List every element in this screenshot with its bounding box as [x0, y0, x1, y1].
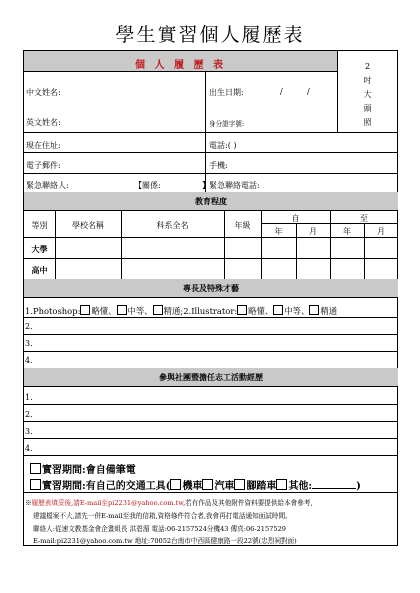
resume-header: 個 人 履 歷 表: [135, 60, 226, 71]
phone-field[interactable]: 電話:( ): [209, 141, 237, 150]
id-number-field[interactable]: 身分證字號:: [209, 120, 245, 128]
car-checkbox[interactable]: [202, 479, 213, 490]
address-field[interactable]: 現在住址:: [26, 141, 61, 150]
edu-row-college: 大學: [31, 244, 48, 254]
photo-placeholder: 2 吋 大 頭 照: [363, 62, 372, 127]
edu-col-level: 等別: [31, 221, 48, 230]
internship-transport-line: 實習期間:有自己的交通工具( 機車 汽車 腳踏車 其他: ): [30, 477, 361, 492]
photoshop-mid-checkbox[interactable]: [117, 305, 127, 315]
edu-col-from: 自: [291, 214, 300, 223]
skills-header: 專長及特殊才藝: [183, 283, 239, 293]
skill-line-3[interactable]: 3.: [25, 339, 33, 348]
mobile-field[interactable]: 手機:: [209, 161, 228, 170]
chinese-name-field[interactable]: 中文姓名:: [26, 88, 61, 97]
activity-line-2[interactable]: 2.: [25, 410, 33, 419]
edu-col-dept: 科系全名: [156, 221, 189, 230]
page-title: 學生實習個人履歷表: [115, 24, 305, 46]
email-field[interactable]: 電子郵件:: [26, 161, 61, 170]
skill-line-1: 1.Photoshop: 略懂、 中等、 精通;2.Illustrator: 略懂、 中等、 精通: [25, 306, 338, 316]
activity-line-4[interactable]: 4.: [25, 444, 33, 453]
note-line-1: ※履歷表填妥後,請E-mail至pi2231@yahoo.com.tw,若有作品及其他附件資料要提供給本會參考,: [25, 499, 313, 507]
edu-col-grade: 年級: [234, 221, 251, 230]
laptop-checkbox[interactable]: [30, 463, 41, 474]
skill-line-4[interactable]: 4.: [25, 356, 33, 365]
birth-date-field[interactable]: 出生日期:: [209, 88, 244, 97]
internship-laptop-line: 實習期間:會自備筆電: [30, 461, 136, 476]
emergency-phone-field[interactable]: 緊急聯絡電話:: [209, 181, 260, 190]
note-line-4: E-mail:pi2231@yahoo.com.tw 地址:70052台南市中西區健康路一段22號(忠烈祠對面): [33, 537, 297, 545]
relation-field[interactable]: 【關係:: [134, 181, 161, 190]
bike-checkbox[interactable]: [234, 479, 245, 490]
english-name-field[interactable]: 英文姓名:: [26, 118, 61, 127]
skill-line-2[interactable]: 2.: [25, 322, 33, 331]
edu-row-highschool: 高中: [31, 265, 48, 275]
emergency-contact-field[interactable]: 緊急聯絡人:: [26, 181, 69, 190]
photoshop-expert-checkbox[interactable]: [153, 305, 163, 315]
resume-form: 個 人 履 歷 表 2 吋 大 頭 照 中文姓名: 出生日期: / / 英文姓名: 身分證字號: 現在住址: 電話:( ) 電子郵件: 手機: 緊急聯絡人: 【關係: 】 緊急聯絡電話: 教育程度 等別 學校名稱 科系全名 年級 自 至 年 月 年 月 大學 高中 專長及特殊才藝 1.Photoshop: 略懂、 中等、 精通;2.Illustrator: 略懂、 中等、 精通 2. 3. 4. 參與社團暨擔任志工活動經歷 1. 2. 3. 4. 實習期間:會自備筆電 實習期間:有自己的交通工具( 機車 汽車 腳踏車 其他: ) ※履歷表填妥後,請E-mail至pi2231@yahoo.com.tw,若有作品及其他附件資料要提供給本會參考, 建議檔案不大,請先一併E-mail至我的信箱,資格條件符合者,我會再打電話通知面試時間。 聯絡人:從速文教基金會企畫組長 洪碧湄 電話:06-2157524分機43 傳真:06-2157529 E-mail:pi2231@yahoo.com.tw 地址:70052台南市中西區健康路一段22號(忠烈祠對面): [23, 50, 398, 546]
edu-col-school: 學校名稱: [72, 221, 104, 230]
transport-checkbox[interactable]: [30, 479, 41, 490]
note-line-3: 聯絡人:從速文教基金會企畫組長 洪碧湄 電話:06-2157524分機43 傳真:06-2157529: [33, 525, 286, 533]
scooter-checkbox[interactable]: [170, 479, 181, 490]
edu-col-to: 至: [360, 214, 368, 223]
activities-header: 參與社團暨擔任志工活動經歷: [159, 372, 263, 382]
activity-line-3[interactable]: 3.: [25, 427, 33, 436]
illustrator-mid-checkbox[interactable]: [273, 305, 283, 315]
note-line-2: 建議檔案不大,請先一併E-mail至我的信箱,資格條件符合者,我會再打電話通知面試時間。: [33, 512, 292, 520]
illustrator-expert-checkbox[interactable]: [309, 305, 319, 315]
other-input[interactable]: [312, 479, 356, 489]
other-checkbox[interactable]: [276, 479, 287, 490]
activity-line-1[interactable]: 1.: [25, 393, 33, 402]
photoshop-basic-checkbox[interactable]: [80, 305, 90, 315]
education-header: 教育程度: [195, 196, 227, 206]
illustrator-basic-checkbox[interactable]: [237, 305, 247, 315]
